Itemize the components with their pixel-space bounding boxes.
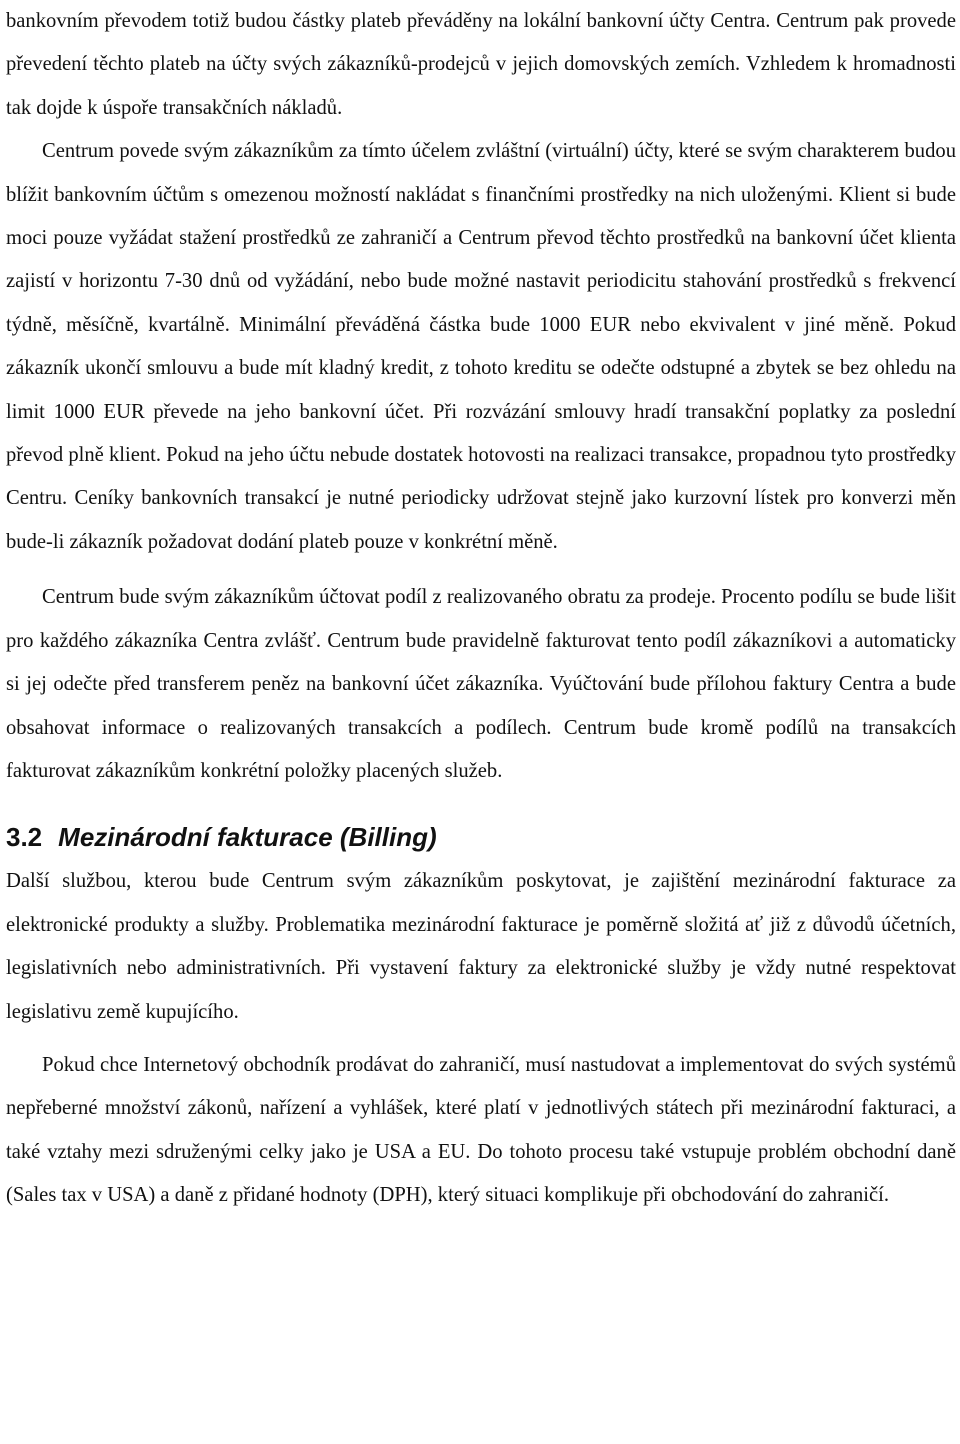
paragraph-foreign-sales: Pokud chce Internetový obchodník prodávat do zahraničí, musí nastudovat a implementovat do svých systémů nepřeberné množství zákonů, nařízení a vyhlášek, které platí v jednotlivých státech při mezinárodní fakturaci, a také vztahy mezi sdruženými celky jako je USA a EU. Do tohoto procesu také vstupuje problém obchodní daně (Sales tax v USA) a daně z přidané hodnoty (DPH), který situaci komplikuje při obchodování do zahraničí. (6, 1053, 956, 1207)
section-title: Mezinárodní fakturace (Billing) (58, 822, 437, 853)
paragraph-billing-service: Další službou, kterou bude Centrum svým zákazníkům poskytovat, je zajištění mezinárodní fakturace za elektronické produkty a služby. Problematika mezinárodní fakturace je poměrně složitá ať již z důvodů účetních, legislativních nebo administrativních. Při vystavení faktury za elektronické služby je vždy nutné respektovat legislativu země kupujícího. (6, 870, 956, 1023)
document-page (6, 0, 956, 1218)
section-heading (6, 820, 956, 854)
paragraph-virtual-accounts: Centrum povede svým zákazníkům za tímto účelem zvláštní (virtuální) účty, které se svým charakterem budou blížit bankovním účtům s omezenou možností nakládat s finančními prostředky na nich uloženými. Klient si bude moci pouze vyžádat stažení prostředků ze zahraničí a Centrum převod těchto prostředků na bankovní účet klienta zajistí v horizontu 7-30 dnů od vyžádání, nebo bude možné nastavit periodicitu stahování prostředků s frekvencí týdně, měsíčně, kvartálně. Minimální převáděná částka bude 1000 EUR nebo ekvivalent v jiné měně. Pokud zákazník ukončí smlouvu a bude mít kladný kredit, z tohoto kreditu se odečte odstupné a zbytek se bez ohledu na limit 1000 EUR převede na jeho bankovní účet. Při rozvázání smlouvy hradí transakční poplatky za poslední převod plně klient. Pokud na jeho účtu nebude dostatek hotovosti na realizaci transakce, propadnou tyto prostředky Centru. Ceníky bankovních transakcí je nutné periodicky udržovat stejně jako kurzovní lístek pro konverzi měn bude-li zákazník požadovat dodání plateb pouze v konkrétní měně. (6, 140, 956, 553)
paragraph-turnover-share: Centrum bude svým zákazníkům účtovat podíl z realizovaného obratu za prodeje. Procento podílu se bude lišit pro každého zákazníka Centra zvlášť. Centrum bude pravidelně fakturovat tento podíl zákazníkovi a automaticky si jej odečte před transferem peněz na bankovní účet zákazníka. Vyúčtování bude přílohou faktury Centra a bude obsahovat informace o realizovaných transakcích a podílech. Centrum bude kromě podílů na transakcích fakturovat zákazníkům konkrétní položky placených služeb. (6, 586, 956, 782)
section-number: 3.2 (6, 822, 43, 853)
paragraph-bank-transfer: bankovním převodem totiž budou částky plateb převáděny na lokální bankovní účty Centra. Centrum pak provede převedení těchto plateb na účty svých zákazníků-prodejců v jejich domovských zemích. Vzhledem k hromadnosti tak dojde k úspoře transakčních nákladů. (6, 10, 956, 119)
